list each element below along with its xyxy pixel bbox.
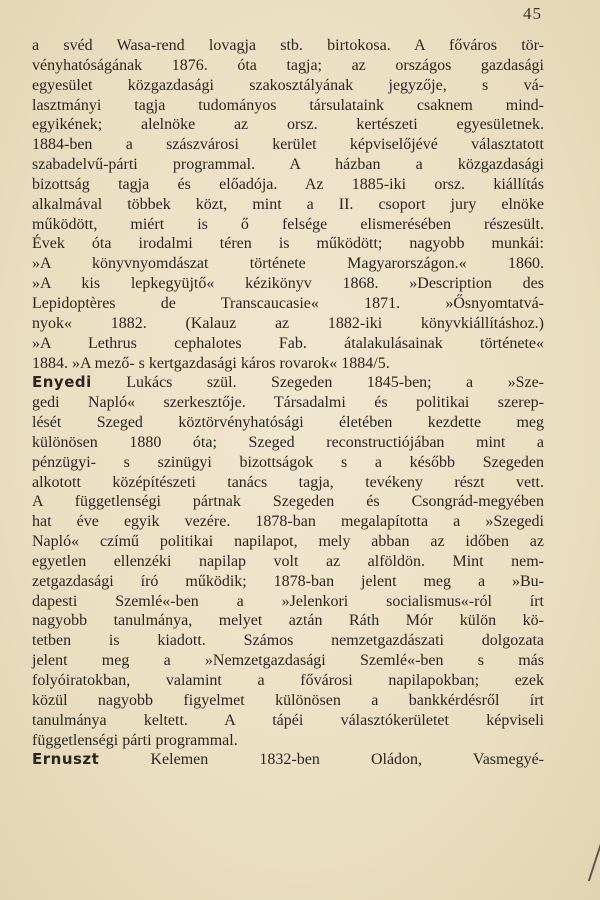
body-text (32, 36, 544, 770)
line-text: »A kis lepkegyüjtő« kézikönyv 1868. »Description des (32, 275, 544, 293)
line-text: dapesti Szemlé«-ben a »Jelenkori socialismus«-ról írt (32, 592, 544, 610)
text-line (32, 155, 544, 175)
text-line (32, 234, 544, 254)
line-text: működött, miért is ő felsége elismerésében részesült. (32, 215, 544, 233)
text-line (32, 552, 544, 572)
text-line (32, 592, 544, 612)
text-line (32, 492, 544, 512)
text-line (32, 115, 544, 135)
text-line (32, 215, 544, 235)
line-text: függetlenségi párti programmal. (32, 731, 238, 749)
line-text: közül nagyobb figyelmet különösen a bankkérdésről írt (32, 691, 544, 709)
line-text: lasztmányi tagja tudományos társulataink csaknem mind- (32, 96, 544, 114)
text-line (32, 512, 544, 532)
text-line (32, 611, 544, 631)
text-line (32, 413, 544, 433)
line-text: hat éve egyik vezére. 1878-ban megalapította a »Szegedi (32, 513, 544, 531)
text-line (32, 354, 544, 374)
text-line (32, 532, 544, 552)
text-line (32, 56, 544, 76)
entry-name: Enyedi (32, 373, 92, 392)
text-line (32, 334, 544, 354)
margin-pencil-mark (578, 843, 600, 881)
page-number: 45 (523, 4, 542, 23)
line-text: bizottság tagja és előadója. Az 1885-iki orsz. kiállítás (32, 175, 544, 193)
line-text: »A könyvnyomdászat története Magyarországon.« 1860. (32, 255, 544, 273)
text-line (32, 651, 544, 671)
text-line (32, 473, 544, 493)
line-text: alkotott középítészeti tanács tagja, tevékeny részt vett. (32, 473, 544, 491)
line-text: gedi Napló« szerkesztője. Társadalmi és politikai szerep- (32, 394, 544, 412)
line-text: tanulmánya keltett. A tápéi választókerületet képviseli (32, 711, 544, 729)
text-line (32, 750, 544, 770)
line-text: Lepidoptères de Transcaucasie« 1871. »Ősnyomtatvá- (32, 294, 544, 312)
text-line (32, 294, 544, 314)
line-text: a svéd Wasa-rend lovagja stb. birtokosa. A főváros tör- (32, 37, 544, 54)
text-line (32, 254, 544, 274)
line-text: folyóiratokban, valamint a fővárosi napilapokban; ezek (32, 672, 544, 689)
text-line (32, 572, 544, 592)
line-text: Lukács szül. Szegeden 1845-ben; a »Sze- (91, 374, 544, 392)
text-line (32, 195, 544, 215)
line-text: tetben is kiadott. Számos nemzetgazdászati dolgozata (32, 632, 544, 650)
text-line (32, 314, 544, 334)
entry-name: Ernuszt (32, 750, 100, 769)
text-line (32, 453, 544, 473)
line-text: egyetlen ellenzéki napilap volt az alföldön. Mint nem- (32, 552, 544, 570)
line-text: Kelemen 1832-ben Oládon, Vasmegyé- (99, 751, 544, 769)
text-line (32, 711, 544, 731)
line-text: nyok« 1882. (Kalauz az 1882-iki könyvkiállításhoz.) (32, 314, 544, 332)
text-line (32, 393, 544, 413)
text-line (32, 731, 544, 751)
line-text: lését Szeged köztörvényhatósági életében kezdette meg (32, 414, 544, 432)
text-line (32, 671, 544, 691)
line-text: egyesület közgazdasági szakosztályának jegyzője, s vá- (32, 76, 544, 94)
line-text: szabadelvű-párti programmal. A házban a közgazdasági (32, 156, 544, 174)
line-text: »A Lethrus cephalotes Fab. átalakulásainak története« (32, 334, 544, 352)
text-line (32, 274, 544, 294)
line-text: zetgazdasági író működik; 1878-ban jelent meg a »Bu- (32, 572, 544, 590)
text-line (32, 76, 544, 96)
line-text: 1884-ben a szászvárosi kerület képviselőjévé választatott (32, 136, 544, 154)
text-line (32, 135, 544, 155)
line-text: 1884. »A mező- s kertgazdasági káros rovarok« 1884/5. (32, 354, 390, 372)
line-text: alkalmával többek közt, mint a II. csoport jury elnöke (32, 195, 544, 213)
line-text: pénzügyi- s szinügyi bizottságok s a később Szegeden (32, 453, 544, 471)
text-line (32, 175, 544, 195)
line-text: Évek óta irodalmi téren is működött; nagyobb munkái: (32, 235, 544, 253)
text-line (32, 373, 544, 393)
line-text: jelent meg a »Nemzetgazdasági Szemlé«-ben s más (32, 652, 544, 670)
text-line (32, 631, 544, 651)
line-text: nagyobb tanulmánya, melyet aztán Ráth Mór külön kö- (32, 612, 544, 630)
line-text: különösen 1880 óta; Szeged reconstructiójában mint a (32, 433, 544, 451)
text-line (32, 433, 544, 453)
line-text: vényhatóságának 1876. óta tagja; az országos gazdasági (32, 56, 544, 74)
line-text: Napló« czímű politikai napilapot, mely abban az időben az (32, 533, 544, 551)
line-text: egyikének; alelnöke az orsz. kertészeti egyesületnek. (32, 116, 544, 134)
line-text: A függetlenségi pártnak Szegeden és Csongrád-megyében (32, 493, 544, 511)
text-line (32, 691, 544, 711)
text-line (32, 96, 544, 116)
text-line (32, 36, 544, 56)
